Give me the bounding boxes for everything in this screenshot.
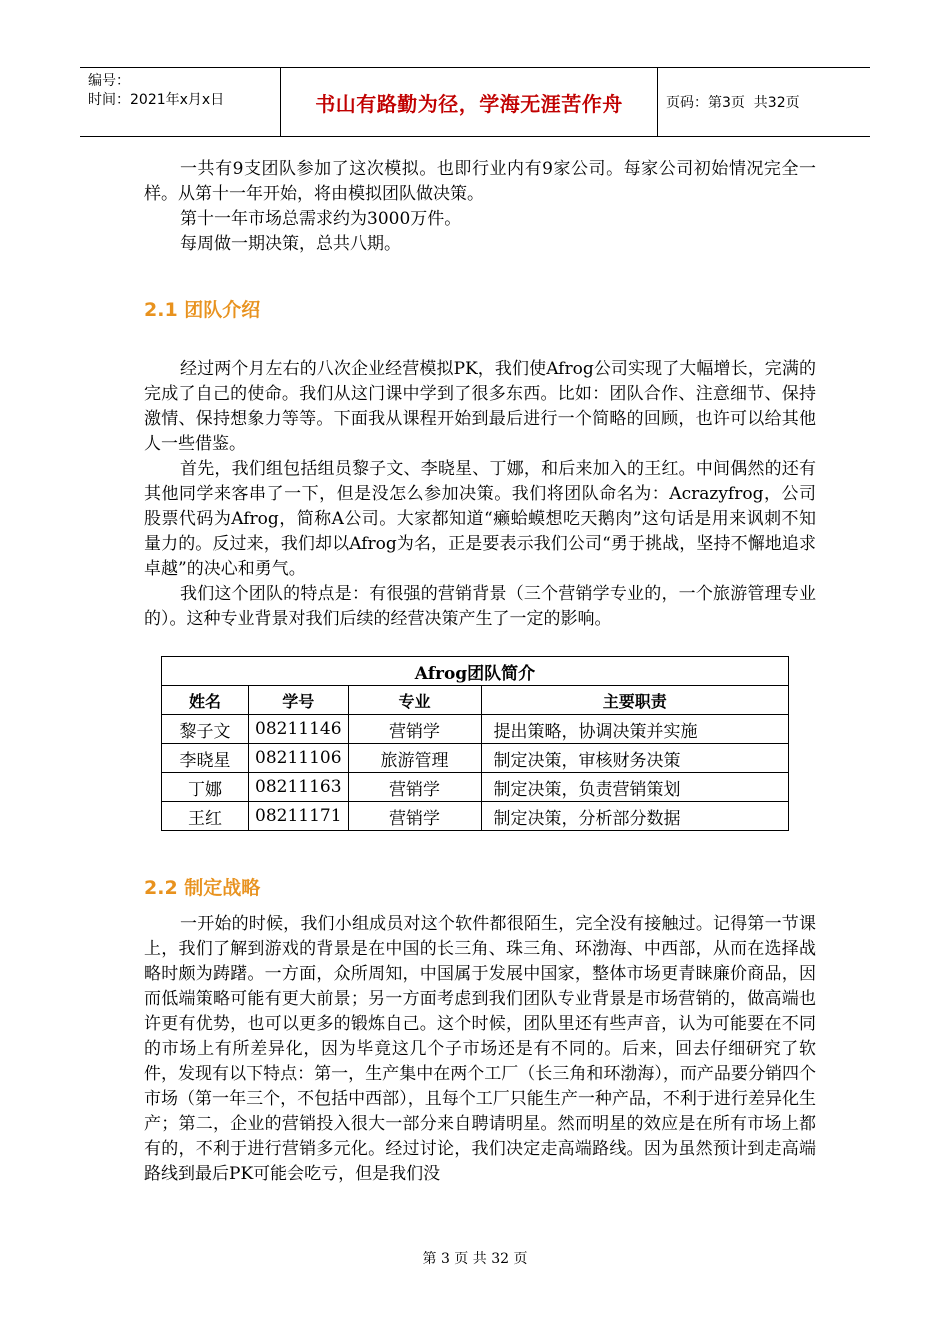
section-heading: 2.2 制定战略	[144, 877, 261, 899]
section-heading-2-1-wrap	[144, 295, 816, 322]
table-cell: 提出策略，协调决策并实施	[481, 715, 788, 744]
body-paragraph: 一开始的时候，我们小组成员对这个软件都很陌生，完全没有接触过。记得第一节课上，我们了解到游戏的背景是在中国的长三角、珠三角、环渤海、中西部，从而在选择战略时颇为踌躇。一方面，众所周知，中国属于发展中国家，整体市场更青睐廉价商品，因而低端策略可能有更大前景；另一方面考虑到我们团队专业背景是市场营销的，做高端也许更有优势，也可以更多的锻炼自己。这个时候，团队里还有些声音，认为可能要在不同的市场上有所差异化，因为毕竟这几个子市场还是有不同的。后来，回去仔细研究了软件，发现有以下特点：第一，生产集中在两个工厂（长三角和环渤海），而产品要分销四个市场（第一年三个，不包括中西部），且每个工厂只能生产一种产品，不利于进行差异化生产；第二，企业的营销投入很大一部分来自聘请明星。然而明星的效应是在所有市场上都有的，不利于进行营销多元化。经过讨论，我们决定走高端路线。因为虽然预计到走高端路线到最后PK可能会吃亏，但是我们没	[144, 914, 816, 1184]
page-header	[80, 67, 870, 137]
body-paragraph: 我们这个团队的特点是：有很强的营销背景（三个营销学专业的，一个旅游管理专业的）。这种专业背景对我们后续的经营决策产生了一定的影响。	[144, 584, 816, 629]
column-header: 学号	[249, 686, 349, 715]
table-cell: 营销学	[348, 773, 481, 802]
intro-paragraph: 每周做一期决策，总共八期。	[180, 234, 401, 254]
table-cell: 丁娜	[162, 773, 249, 802]
table-cell: 08211106	[249, 744, 349, 773]
column-header: 主要职责	[481, 686, 788, 715]
intro-paragraph: 第十一年市场总需求约为3000万件。	[180, 209, 462, 229]
intro-block	[144, 157, 816, 257]
header-page-info	[658, 68, 870, 136]
table-cell: 08211163	[249, 773, 349, 802]
column-header: 姓名	[162, 686, 249, 715]
body-paragraph: 首先，我们组包括组员黎子文、李晓星、丁娜，和后来加入的王红。中间偶然的还有其他同学来客串了一下，但是没怎么参加决策。我们将团队命名为：Acrazyfrog，公司股票代码为Afrog，简称A公司。大家都知道“癞蛤蟆想吃天鹅肉”这句话是用来讽刺不知量力的。反过来，我们却以Afrog为名，正是要表示我们公司“勇于挑战，坚持不懈地追求卓越”的决心和勇气。	[144, 459, 816, 579]
table-header-row	[162, 686, 789, 715]
number-label: 编号：	[88, 73, 130, 89]
section-heading-2-2-wrap	[144, 873, 816, 900]
table-cell: 旅游管理	[348, 744, 481, 773]
table-row	[162, 802, 789, 831]
table-cell: 制定决策，负责营销策划	[481, 773, 788, 802]
team-table	[161, 656, 789, 831]
table-cell: 王红	[162, 802, 249, 831]
time-label: 时间：2021年x月x日	[88, 92, 225, 108]
section-heading: 2.1 团队介绍	[144, 299, 261, 321]
table-caption: Afrog团队简介	[162, 657, 789, 686]
page-info-text: 页码：第3页 共32页	[666, 95, 800, 111]
table-cell: 营销学	[348, 715, 481, 744]
table-row	[162, 715, 789, 744]
table-cell: 营销学	[348, 802, 481, 831]
table-cell: 制定决策，审核财务决策	[481, 744, 788, 773]
body-paragraph: 经过两个月左右的八次企业经营模拟PK，我们使Afrog公司实现了大幅增长，完满的完成了自己的使命。我们从这门课中学到了很多东西。比如：团队合作、注意细节、保持激情、保持想象力等等。下面我从课程开始到最后进行一个简略的回顾，也许可以给其他人一些借鉴。	[144, 359, 816, 454]
intro-paragraph: 一共有9支团队参加了这次模拟。也即行业内有9家公司。每家公司初始情况完全一样。从第十一年开始，将由模拟团队做决策。	[144, 159, 816, 204]
table-cell: 黎子文	[162, 715, 249, 744]
table-row	[162, 744, 789, 773]
header-motto: 书山有路勤为径，学海无涯苦作舟	[281, 68, 658, 136]
table-cell: 08211146	[249, 715, 349, 744]
table-cell: 08211171	[249, 802, 349, 831]
table-cell: 制定决策，分析部分数据	[481, 802, 788, 831]
table-cell: 李晓星	[162, 744, 249, 773]
page-footer: 第 3 页 共 32 页	[422, 1251, 528, 1267]
header-meta	[80, 68, 281, 136]
table-row	[162, 773, 789, 802]
column-header: 专业	[348, 686, 481, 715]
section-2-2-body	[144, 912, 816, 1187]
section-2-1-body	[144, 357, 816, 632]
